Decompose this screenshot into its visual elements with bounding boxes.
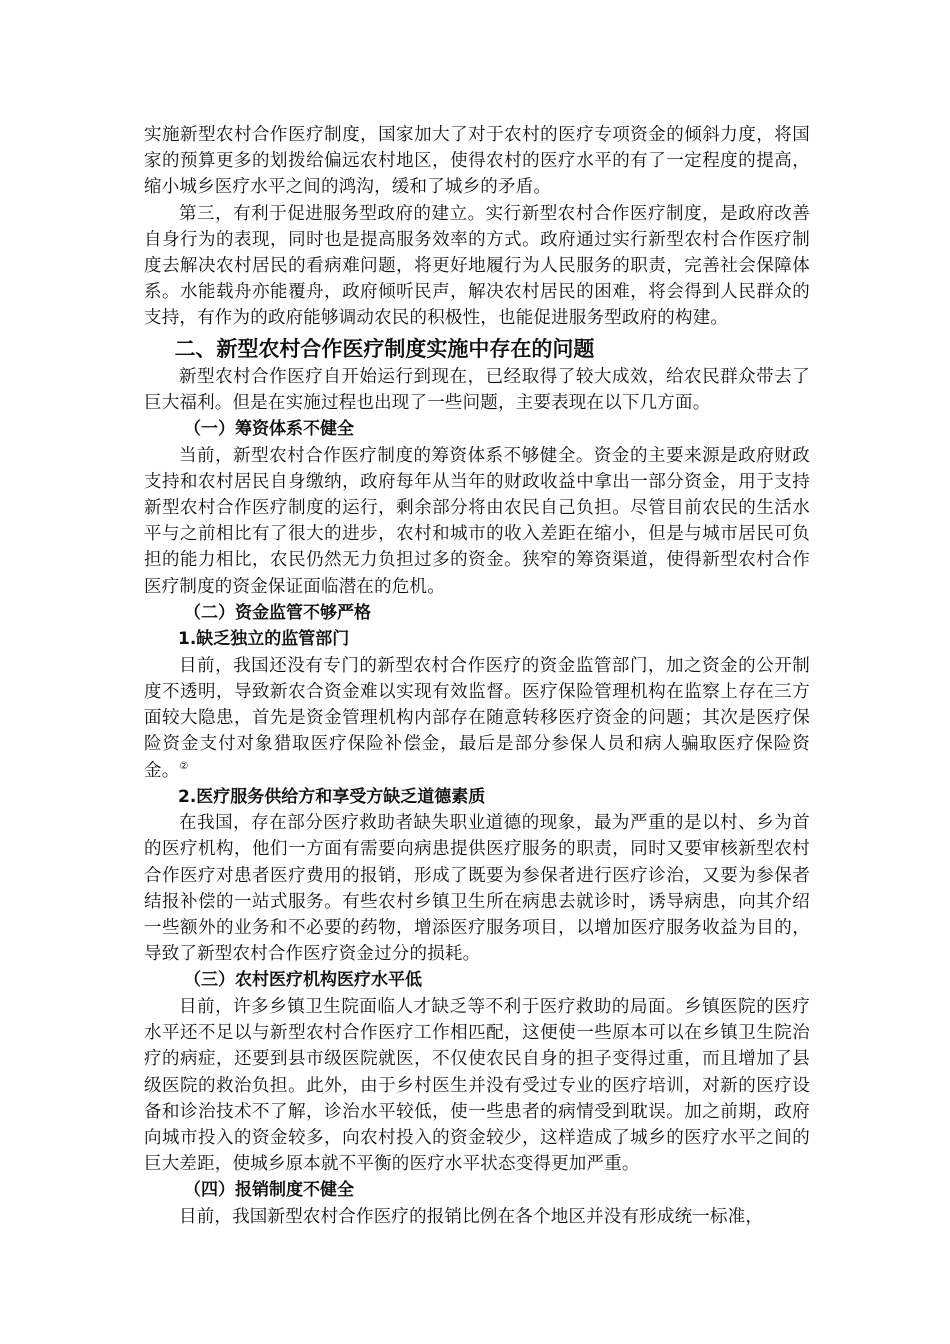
subheading-lack-supervision-dept: 1.缺乏独立的监管部门 xyxy=(178,629,350,650)
paragraph-lack-supervision-dept-text: 目前，我国还没有专门的新型农村合作医疗的资金监管部门，加之资金的公开制度不透明，导致新农合资金难以实现有效监督。医疗保险管理机构在监察上存在三方面较大隐患，首先是资金管理机构内部存在随意转移医疗资金的问题；其次是医疗保险资金支付对象猎取医疗保险补偿金，最后是部分参保人员和病人骗取医疗保险资金。 xyxy=(144,655,810,781)
paragraph-rural-medical-level: 目前，许多乡镇卫生院面临人才缺乏等不利于医疗救助的局面。乡镇医院的医疗水平还不足以与新型农村合作医疗工作相匹配，这便使一些原本可以在乡镇卫生院治疗的病症，还要到县市级医院就医，不仅使农民自身的担子变得过重，而且增加了县级医院的救治负担。此外，由于乡村医生并没有受过专业的医疗培训，对新的医疗设备和诊治技术不了解，诊治水平较低，使一些患者的病情受到耽误。加之前期，政府向城市投入的资金较多，向农村投入的资金较少，这样造成了城乡的医疗水平之间的巨大差距，使城乡原本就不平衡的医疗水平状态变得更加严重。 xyxy=(144,996,810,1175)
paragraph-intro: 实施新型农村合作医疗制度，国家加大了对于农村的医疗专项资金的倾斜力度，将国家的预算更多的划拨给偏远农村地区，使得农村的医疗水平的有了一定程度的提高，缩小城乡医疗水平之间的鸿沟，缓和了城乡的矛盾。 xyxy=(144,125,810,198)
subheading-reimbursement: （四）报销制度不健全 xyxy=(184,1180,354,1201)
paragraph-moral-quality: 在我国，存在部分医疗救助者缺失职业道德的现象，最为严重的是以村、乡为首的医疗机构，他们一方面有需要向病患提供医疗服务的职责，同时又要审核新型农村合作医疗对患者医疗费用的报销，形成了既要为参保者进行医疗诊治，又要为参保者结报补偿的一站式服务。有些农村乡镇卫生所在病患去就诊时，诱导病患，向其介绍一些额外的业务和不必要的药物，增添医疗服务项目，以增加医疗服务收益为目的，导致了新型农村合作医疗资金过分的损耗。 xyxy=(144,813,810,965)
paragraph-problems-intro: 新型农村合作医疗自开始运行到现在，已经取得了较大成效，给农民群众带去了巨大福利。但是在实施过程也出现了一些问题，主要表现在以下几方面。 xyxy=(144,366,810,413)
paragraph-funding-system: 当前，新型农村合作医疗制度的筹资体系不够健全。资金的主要来源是政府财政支持和农村居民自身缴纳，政府每年从当年的财政收益中拿出一部分资金，用于支持新型农村合作医疗制度的运行，剩余部分将由农民自己负担。尽管目前农民的生活水平与之前相比有了很大的进步，农村和城市的收入差距在缩小，但是与城市居民可负担的能力相比，农民仍然无力负担过多的资金。狭窄的筹资渠道，使得新型农村合作医疗制度的资金保证面临潜在的危机。 xyxy=(144,445,810,597)
paragraph-reimbursement: 目前，我国新型农村合作医疗的报销比例在各个地区并没有形成统一标准， xyxy=(179,1206,764,1227)
section-heading-problems: 二、新型农村合作医疗制度实施中存在的问题 xyxy=(174,336,595,361)
paragraph-lack-supervision-dept xyxy=(144,653,810,784)
paragraph-third-point: 第三，有利于促进服务型政府的建立。实行新型农村合作医疗制度，是政府改善自身行为的表现，同时也是提高服务效率的方式。政府通过实行新型农村合作医疗制度去解决农村居民的看病难问题，将更好地履行为人民服务的职责，完善社会保障体系。水能载舟亦能覆舟，政府倾听民声，解决农村居民的困难，将会得到人民群众的支持，有作为的政府能够调动农民的积极性，也能促进服务型政府的构建。 xyxy=(144,203,810,329)
footnote-marker: ② xyxy=(179,760,189,772)
subheading-moral-quality: 2.医疗服务供给方和享受方缺乏道德素质 xyxy=(178,786,486,807)
subheading-rural-medical-level: （三）农村医疗机构医疗水平低 xyxy=(184,970,422,991)
subheading-fund-supervision: （二）资金监管不够严格 xyxy=(184,602,371,623)
subheading-funding-system: （一）筹资体系不健全 xyxy=(184,419,354,440)
